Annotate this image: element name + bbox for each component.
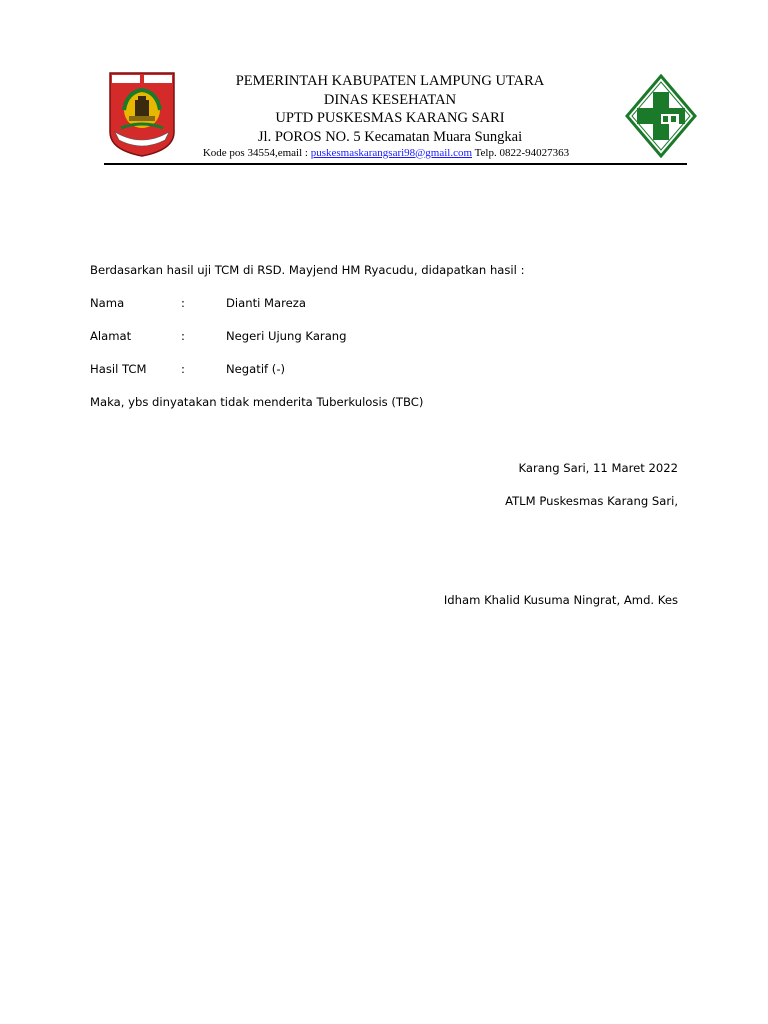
letterhead-government: PEMERINTAH KABUPATEN LAMPUNG UTARA: [235, 73, 545, 89]
kabupaten-crest-icon: [107, 70, 177, 158]
letterhead-address: Jl. POROS NO. 5 Kecamatan Muara Sungkai: [257, 128, 523, 145]
email-link[interactable]: puskesmaskarangsari98@gmail.com: [310, 146, 473, 159]
puskesmas-green-cross-icon: [625, 74, 697, 158]
signer-name: Idham Khalid Kusuma Ningrat, Amd. Kes: [443, 593, 678, 607]
letterhead: [190, 72, 590, 161]
contact-phone: Telp. 0822-94027363: [472, 146, 570, 159]
conclusion-text: Maka, ybs dinyatakan tidak menderita Tuberkulosis (TBC): [90, 395, 424, 409]
field-label: Hasil TCM: [90, 362, 147, 376]
field-label: Nama: [90, 296, 125, 310]
place-date: Karang Sari, 11 Maret 2022: [518, 461, 678, 475]
letterhead-divider: [104, 163, 687, 165]
signer-position: ATLM Puskesmas Karang Sari,: [505, 494, 678, 508]
field-colon: :: [181, 296, 185, 310]
intro-text: Berdasarkan hasil uji TCM di RSD. Mayjend HM Ryacudu, didapatkan hasil :: [90, 263, 525, 277]
field-value: Negatif (-): [226, 362, 286, 376]
letterhead-department: DINAS KESEHATAN: [323, 91, 457, 108]
field-value: Negeri Ujung Karang: [226, 329, 347, 343]
field-label: Alamat: [90, 329, 132, 343]
field-value: Dianti Mareza: [226, 296, 306, 310]
field-colon: :: [181, 362, 185, 376]
field-colon: :: [181, 329, 185, 343]
contact-prefix: Kode pos 34554,email :: [202, 146, 311, 159]
letterhead-contact: [182, 146, 590, 161]
letterhead-institution: UPTD PUSKESMAS KARANG SARI: [275, 110, 505, 126]
